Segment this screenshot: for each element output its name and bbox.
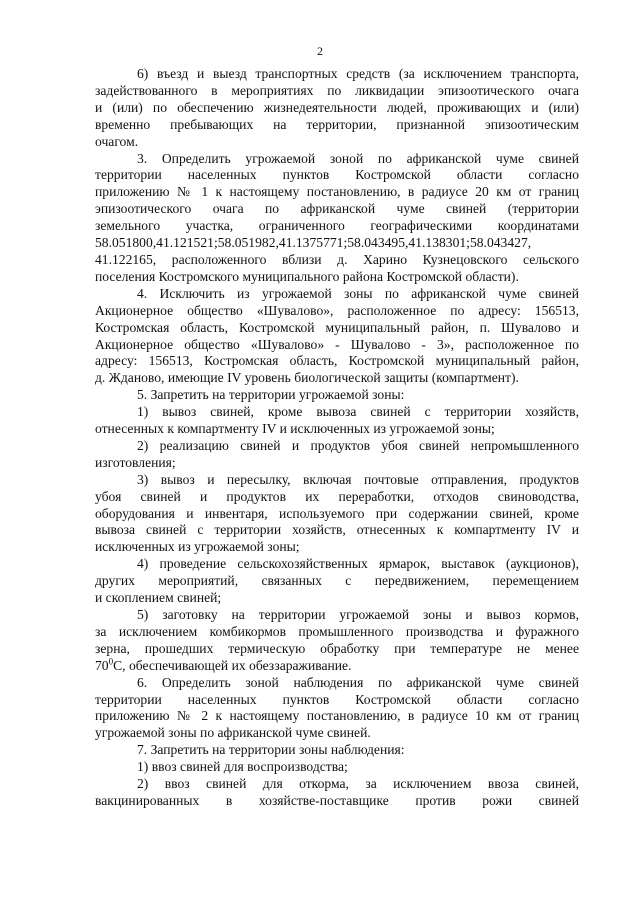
paragraph	[95, 776, 579, 810]
paragraph	[95, 286, 579, 387]
paragraph	[95, 742, 579, 759]
paragraph	[95, 675, 579, 743]
text-line: поселения Костромского муниципального района Костромской области).	[95, 268, 519, 284]
temperature-value: 70	[95, 657, 109, 673]
text-line: адресу: 156513, Костромская область, Костромской муниципальный район,	[95, 353, 579, 369]
text-line: 5. Запретить на территории угрожаемой зоны:	[137, 387, 405, 403]
text-line: 4. Исключить из угрожаемой зоны по африканской чуме свиней	[137, 285, 579, 301]
document-body	[95, 66, 579, 810]
text-line: территории населенных пунктов Костромской области согласно	[95, 167, 579, 183]
text-line: зерна, прошедших термическую обработку при температуре не менее	[95, 640, 579, 656]
paragraph	[95, 387, 579, 404]
paragraph	[95, 472, 579, 557]
text-line: временно пребывающих на территории, признанной эпизоотическим	[95, 116, 579, 132]
text-line: Акционерное общество «Шувалово» - Шувалово - 3», расположенное по	[95, 336, 579, 352]
text-line: задействованного в мероприятиях по ликвидации эпизоотического очага	[95, 82, 579, 98]
text-line: 4) проведение сельскохозяйственных ярмарок, выставок (аукционов),	[137, 556, 579, 572]
text-line: убоя свиней и продуктов их переработки, отходов свиноводства,	[95, 488, 579, 504]
text-line: угрожаемой зоны по африканской чуме свиней.	[95, 725, 371, 741]
text-line: и (или) по обеспечению жизнедеятельности людей, проживающих и (или)	[95, 99, 579, 115]
text-line: исключенных из угрожаемой зоны;	[95, 539, 300, 555]
text-line: других мероприятий, связанных с передвижением, перемещением	[95, 573, 579, 589]
text-line: 5) заготовку на территории угрожаемой зоны и вывоз кормов,	[137, 607, 579, 622]
temperature-rest: С, обеспечивающей их обеззараживание.	[113, 657, 352, 673]
text-line: 3. Определить угрожаемой зоной по африканской чуме свиней	[137, 150, 579, 166]
degree-superscript: 0	[108, 656, 114, 667]
paragraph	[95, 438, 579, 472]
text-line: отнесенных к компартменту IV и исключенных из угрожаемой зоны;	[95, 421, 495, 437]
paragraph	[95, 66, 579, 151]
text-line: 1) вывоз свиней, кроме вывоза свиней с территории хозяйств,	[137, 404, 579, 420]
page-number: 2	[317, 44, 323, 58]
text-line: 58.051800,41.121521;58.051982,41.1375771;58.043495,41.138301;58.043427,	[95, 235, 532, 251]
text-line: 2) ввоз свиней для откорма, за исключением ввоза свиней,	[137, 776, 579, 792]
text-line: 6) въезд и выезд транспортных средств (за исключением транспорта,	[137, 66, 579, 81]
text-line: 2) реализацию свиней и продуктов убоя свиней непромышленного	[137, 437, 579, 453]
text-line: за исключением комбикормов промышленного производства и фуражного	[95, 623, 579, 639]
text-line: изготовления;	[95, 454, 176, 470]
text-line: и скоплением свиней;	[95, 590, 222, 606]
text-line: 41.122165, расположенного вблизи д. Харино Кузнецовского сельского	[95, 251, 579, 267]
text-line: 1) ввоз свиней для воспроизводства;	[137, 759, 348, 775]
paragraph	[95, 556, 579, 607]
text-line: 7. Запретить на территории зоны наблюдения:	[137, 742, 405, 758]
text-line: 3) вывоз и пересылку, включая почтовые отправления, продуктов	[137, 471, 579, 487]
paragraph	[95, 151, 579, 286]
paragraph	[95, 404, 579, 438]
text-line: вывоза свиней с территории хозяйств, отнесенных к компартменту IV и	[95, 522, 579, 538]
text-line	[95, 658, 579, 675]
text-line: 6. Определить зоной наблюдения по африканской чуме свиней	[137, 674, 579, 690]
text-line: приложению № 1 к настоящему постановлению, в радиусе 20 км от границ	[95, 184, 579, 200]
text-line: Костромская область, Костромской муниципальный район, п. Шувалово и	[95, 319, 579, 335]
text-line: очагом.	[95, 133, 139, 149]
text-line: территории населенных пунктов Костромской области согласно	[95, 691, 579, 707]
text-line: земельного участка, ограниченного географическими координатами	[95, 218, 579, 234]
text-line: д. Жданово, имеющие IV уровень биологической защиты (компартмент).	[95, 370, 519, 386]
text-line: приложению № 2 к настоящему постановлению, в радиусе 10 км от границ	[95, 708, 579, 724]
text-line: оборудования и инвентаря, используемого при содержании свиней, кроме	[95, 505, 579, 521]
text-line: Акционерное общество «Шувалово», расположенное по адресу: 156513,	[95, 302, 579, 318]
text-line: вакцинированных в хозяйстве-поставщике против рожи свиней	[95, 792, 579, 808]
paragraph	[95, 607, 579, 675]
text-line: эпизоотического очага по африканской чуме свиней (территории	[95, 201, 579, 217]
paragraph	[95, 759, 579, 776]
